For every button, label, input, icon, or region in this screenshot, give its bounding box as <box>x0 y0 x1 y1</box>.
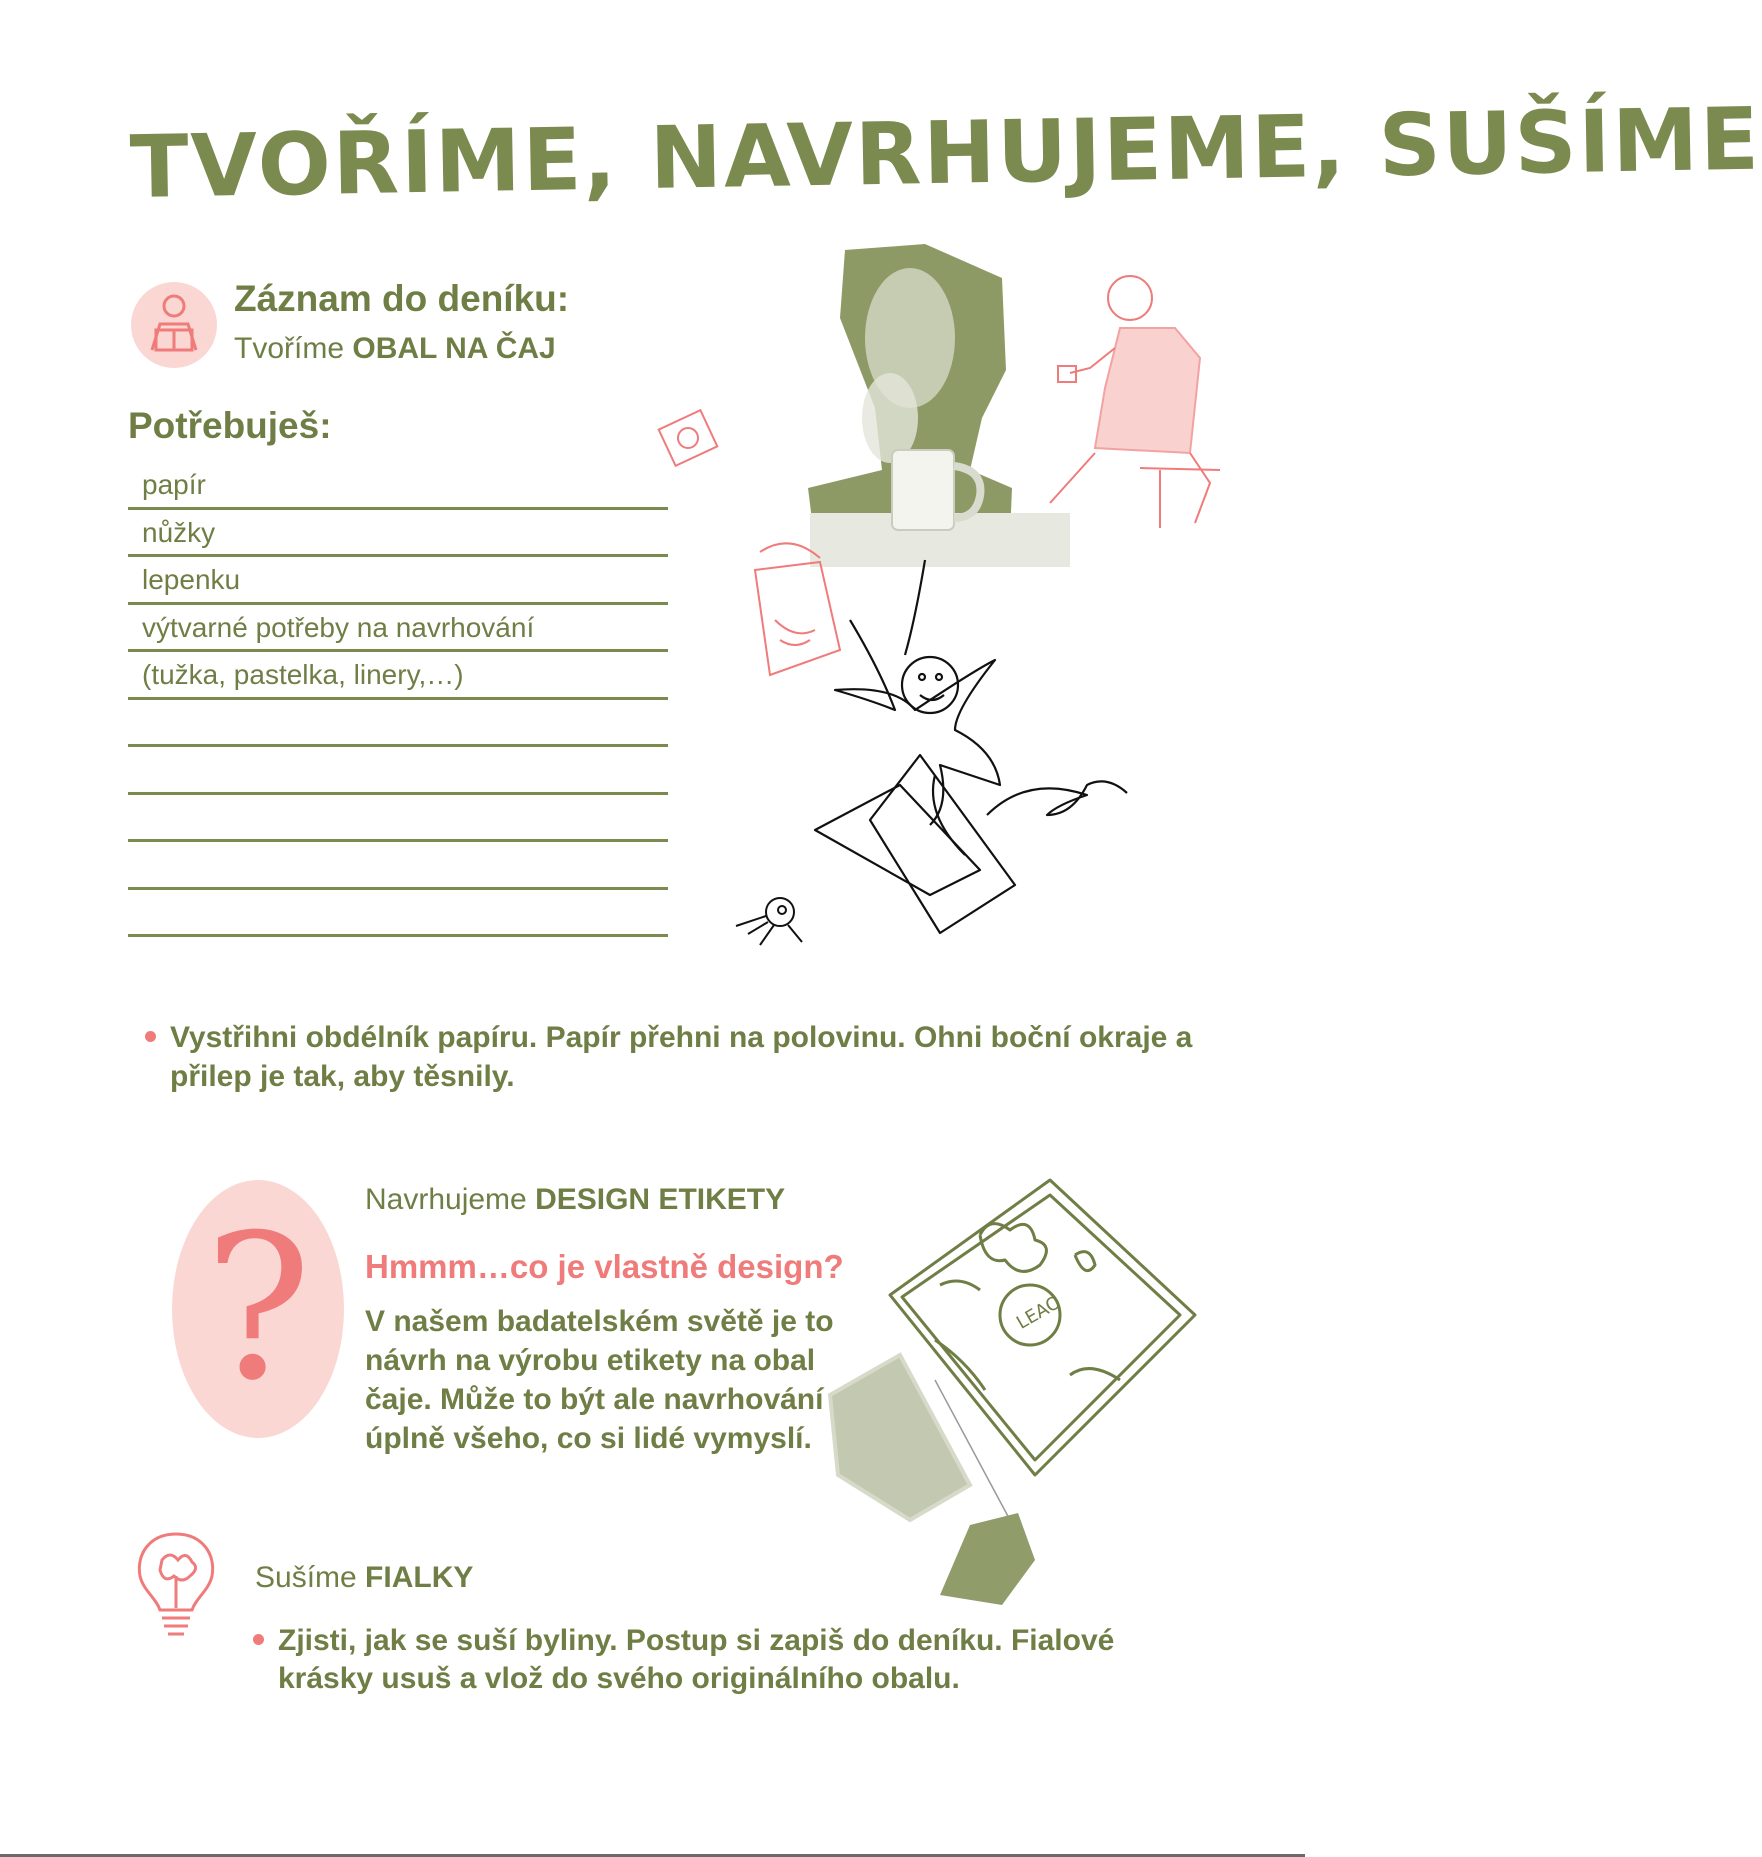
reading-person-icon <box>130 280 218 370</box>
instruction-cut-paper: Vystřihni obdélník papíru. Papír přehni na polovinu. Ohni boční okraje a přilep je tak, aby těsnily. <box>145 1018 1230 1096</box>
tea-mug-illustration <box>720 238 1220 568</box>
lightbulb-brain-icon <box>132 1530 220 1648</box>
blank-line <box>128 842 668 890</box>
question-mark-icon: ? <box>204 1192 312 1425</box>
diary-heading: Záznam do deníku: <box>234 278 570 319</box>
tea-label-illustration <box>840 1175 1200 1615</box>
label-text: LEAO <box>1013 1291 1065 1334</box>
blank-line <box>128 700 668 748</box>
blank-line <box>128 795 668 843</box>
list-item: lepenku <box>128 557 668 605</box>
bullet-icon <box>253 1634 264 1645</box>
needs-heading: Potřebuješ: <box>128 405 332 446</box>
list-item: nůžky <box>128 510 668 558</box>
needs-list <box>128 462 668 937</box>
design-heading: Navrhujeme DESIGN ETIKETY <box>365 1183 786 1216</box>
page-title: TVOŘÍME, NAVRHUJEME, SUŠÍME <box>129 89 1762 218</box>
list-item: papír <box>128 462 668 510</box>
design-question: Hmmm…co je vlastně design? <box>365 1248 844 1285</box>
bug-sketch <box>728 890 818 950</box>
drying-heading: Sušíme FIALKY <box>255 1561 474 1594</box>
list-item: (tužka, pastelka, linery,…) <box>128 652 668 700</box>
blank-line <box>128 890 668 938</box>
bullet-icon <box>145 1031 156 1042</box>
instruction-dry-herbs: Zjisti, jak se suší byliny. Postup si zapiš do deníku. Fialové krásky usuš a vlož do svého originálního obalu. <box>253 1622 1178 1698</box>
diary-subheading: Tvoříme OBAL NA ČAJ <box>234 332 556 365</box>
list-item: výtvarné potřeby na navrhování <box>128 605 668 653</box>
blank-line <box>128 747 668 795</box>
design-description: V našem badatelském světě je to návrh na výrobu etikety na obal čaje. Může to být ale navrhování úplně všeho, co si lidé vymyslí. <box>365 1305 834 1455</box>
